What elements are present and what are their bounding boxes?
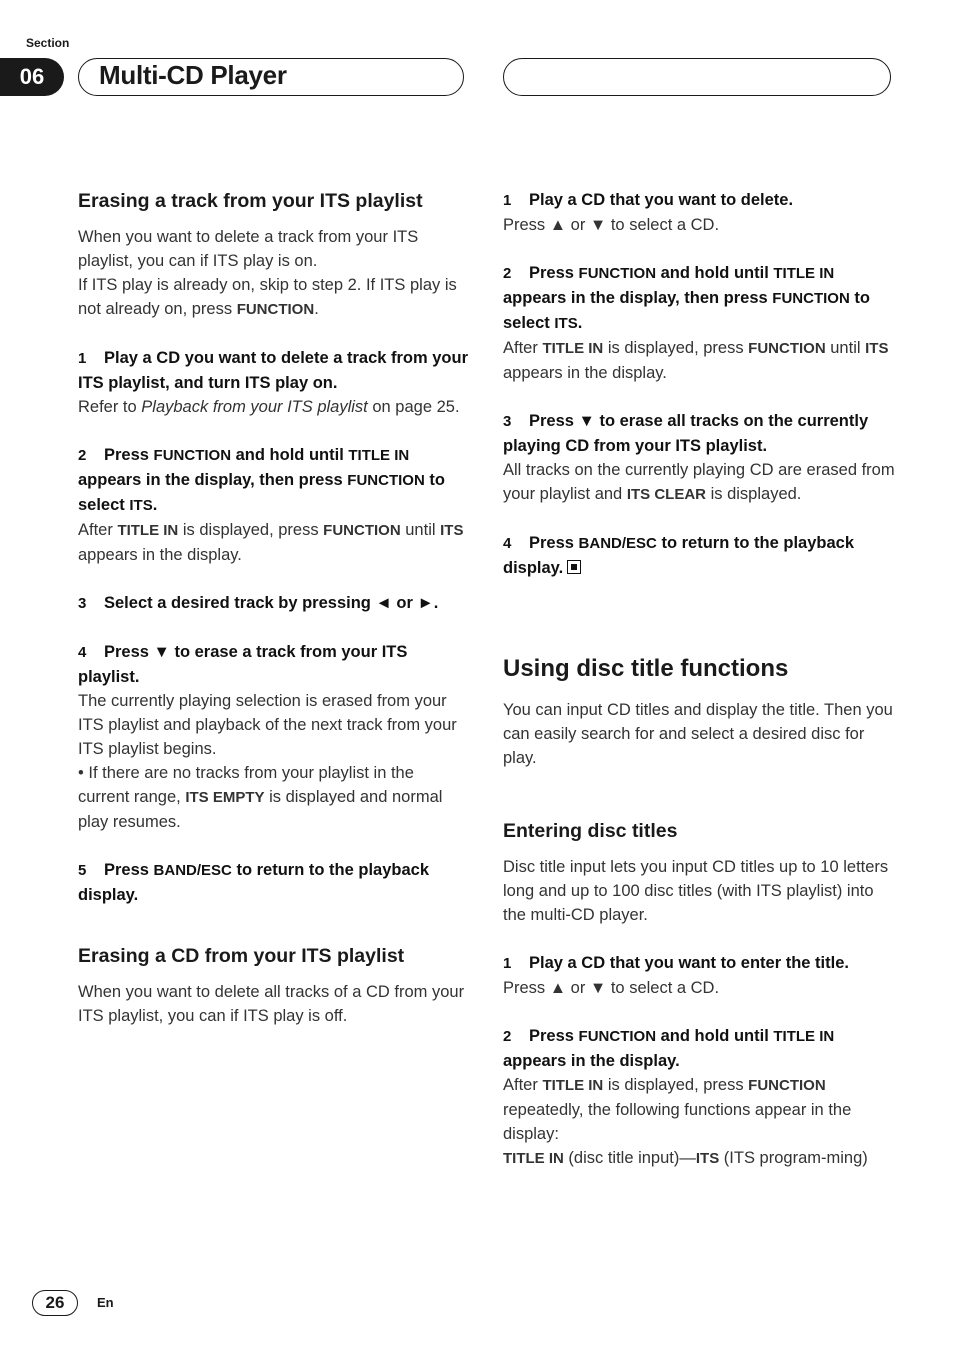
header-empty-box xyxy=(503,58,891,96)
heading-disc-title-functions: Using disc title functions xyxy=(503,655,789,682)
title-step-1-detail: Press ▲ or ▼ to select a CD. xyxy=(503,979,720,997)
cd-step-2: 2 Press FUNCTION and hold until TITLE IN appears in the display, then press FUNCTION to select ITS. xyxy=(503,264,870,332)
step-2-detail: After TITLE IN is displayed, press FUNCTION until ITS appears in the display. xyxy=(78,521,464,564)
intro-paragraph: When you want to delete a track from your ITS playlist, you can if ITS play is on. xyxy=(78,228,419,270)
title-step-2-detail: After TITLE IN is displayed, press FUNCTION repeatedly, the following functions appear in the display: xyxy=(503,1076,852,1143)
title-step-2-functions: TITLE IN (disc title input)—ITS (ITS program-ming) xyxy=(503,1149,868,1167)
step-4: 4 Press ▼ to erase a track from your ITS playlist. xyxy=(78,643,408,686)
step-2: 2 Press FUNCTION and hold until TITLE IN appears in the display, then press FUNCTION to select ITS. xyxy=(78,446,445,514)
step-4-detail: The currently playing selection is erased from your ITS playlist and playback of the next track from your ITS playlist begins. xyxy=(78,692,457,758)
heading-entering-disc-titles: Entering disc titles xyxy=(503,820,678,842)
stop-icon xyxy=(567,560,581,574)
entering-intro: Disc title input lets you input CD titles up to 10 letters long and up to 100 disc titles (with ITS playlist) into the multi-CD player. xyxy=(503,858,889,924)
heading-erasing-cd: Erasing a CD from your ITS playlist xyxy=(78,945,405,967)
cd-step-3: 3 Press ▼ to erase all tracks on the currently playing CD from your ITS playlist. xyxy=(503,412,869,455)
heading-erasing-track: Erasing a track from your ITS playlist xyxy=(78,190,423,212)
cd-step-3-detail: All tracks on the currently playing CD are erased from your playlist and ITS CLEAR is displayed. xyxy=(503,461,895,503)
erasing-cd-intro: When you want to delete all tracks of a CD from your ITS playlist, you can if ITS play is off. xyxy=(78,983,465,1025)
right-column xyxy=(503,188,898,1171)
language-label: En xyxy=(97,1295,114,1310)
cd-step-1-detail: Press ▲ or ▼ to select a CD. xyxy=(503,216,720,234)
section-number-badge: 06 xyxy=(0,58,64,96)
intro-paragraph-2: If ITS play is already on, skip to step 2. If ITS play is not already on, press FUNCTION. xyxy=(78,276,457,318)
cd-step-1: 1 Play a CD that you want to delete. xyxy=(503,191,794,209)
disc-title-intro: You can input CD titles and display the title. Then you can easily search for and select a desired disc for play. xyxy=(503,701,893,767)
step-5: 5 Press BAND/ESC to return to the playback display. xyxy=(78,861,430,904)
step-4-note: • If there are no tracks from your playlist in the current range, ITS EMPTY is displayed and normal play resumes. xyxy=(78,764,443,831)
cd-step-4: 4 Press BAND/ESC to return to the playback display. xyxy=(503,534,855,577)
cd-step-2-detail: After TITLE IN is displayed, press FUNCTION until ITS appears in the display. xyxy=(503,339,889,382)
title-step-2: 2 Press FUNCTION and hold until TITLE IN appears in the display. xyxy=(503,1027,835,1070)
step-1-detail: Refer to Playback from your ITS playlist on page 25. xyxy=(78,398,460,416)
chapter-title: Multi-CD Player xyxy=(99,60,287,90)
step-3: 3 Select a desired track by pressing ◄ or ►. xyxy=(78,594,439,612)
chapter-title-box xyxy=(78,58,464,96)
step-1: 1 Play a CD you want to delete a track from your ITS playlist, and turn ITS play on. xyxy=(78,349,469,392)
section-label: Section xyxy=(26,36,70,50)
title-step-1: 1 Play a CD that you want to enter the title. xyxy=(503,954,849,972)
left-column xyxy=(78,188,468,1028)
page-number: 26 xyxy=(32,1290,78,1316)
